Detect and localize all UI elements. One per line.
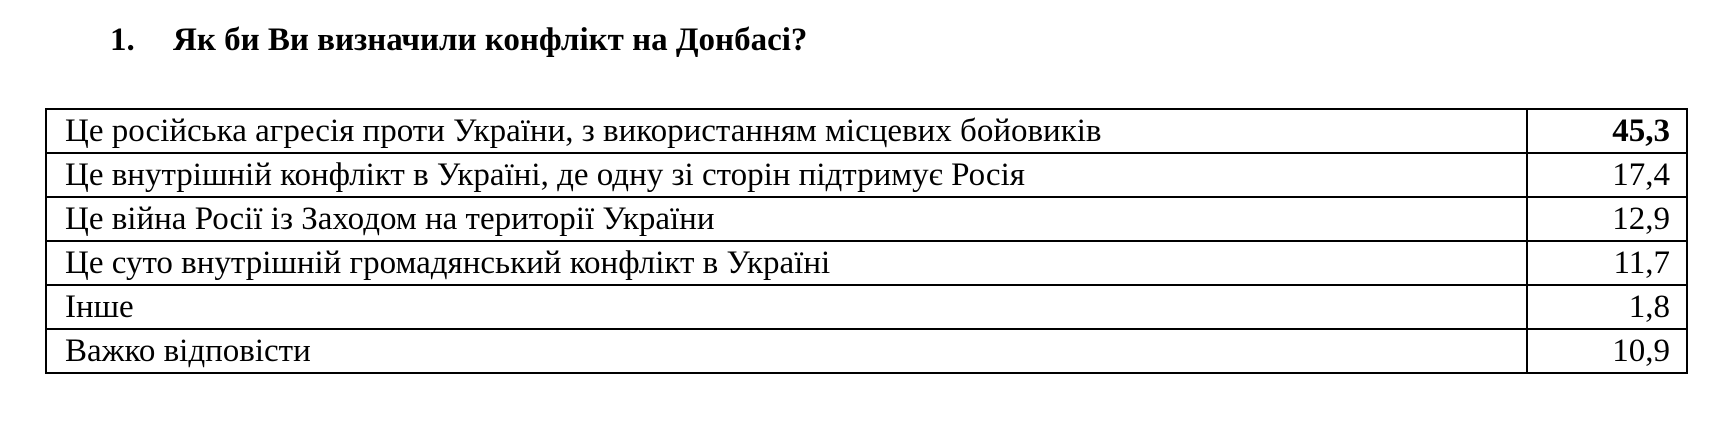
- value-cell: 45,3: [1527, 109, 1687, 153]
- value-cell: 10,9: [1527, 329, 1687, 373]
- value-cell: 12,9: [1527, 197, 1687, 241]
- table-row: [46, 197, 1687, 241]
- table-row: [46, 241, 1687, 285]
- answer-cell: Важко відповісти: [46, 329, 1527, 373]
- answer-cell: Це російська агресія проти України, з використанням місцевих бойовиків: [46, 109, 1527, 153]
- value-cell: 17,4: [1527, 153, 1687, 197]
- table-row: [46, 109, 1687, 153]
- answer-cell: Інше: [46, 285, 1527, 329]
- answer-cell: Це суто внутрішній громадянський конфлікт в Україні: [46, 241, 1527, 285]
- table-row: [46, 285, 1687, 329]
- value-cell: 11,7: [1527, 241, 1687, 285]
- results-table: [45, 108, 1688, 374]
- table-row: [46, 329, 1687, 373]
- question-number: 1.: [110, 22, 135, 58]
- table-row: [46, 153, 1687, 197]
- question-text: Як би Ви визначили конфлікт на Донбасі?: [173, 22, 808, 58]
- value-cell: 1,8: [1527, 285, 1687, 329]
- answer-cell: Це внутрішній конфлікт в Україні, де одну зі сторін підтримує Росія: [46, 153, 1527, 197]
- question-heading: [110, 22, 807, 59]
- answer-cell: Це війна Росії із Заходом на території України: [46, 197, 1527, 241]
